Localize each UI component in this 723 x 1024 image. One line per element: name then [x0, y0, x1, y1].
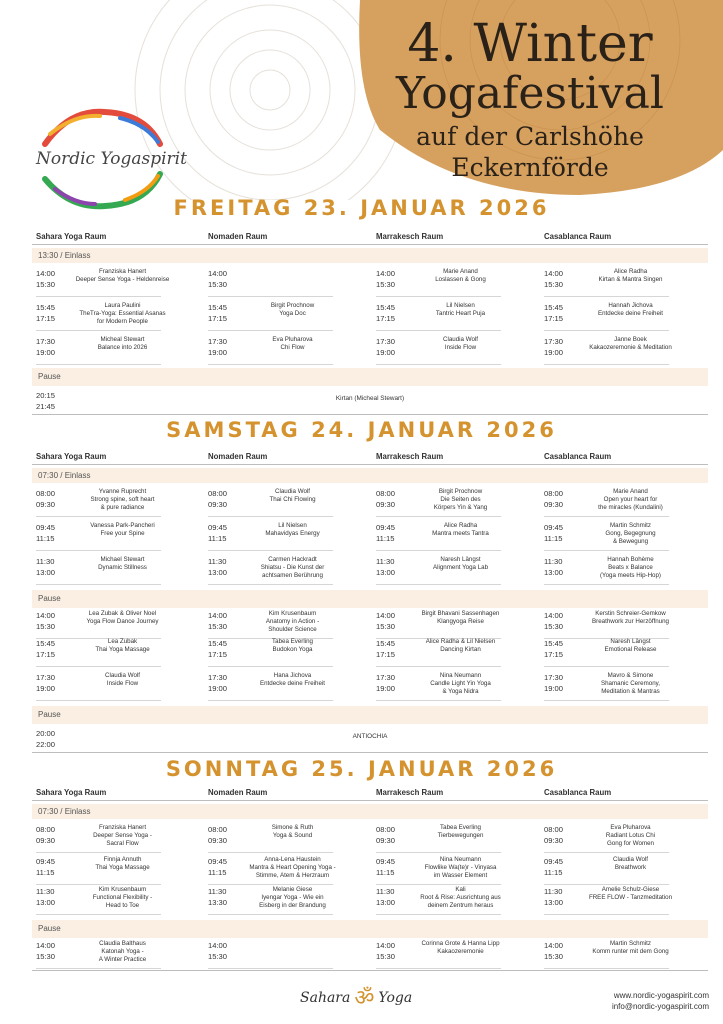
- end-time: 17:15: [208, 314, 228, 323]
- row-divider: [208, 550, 333, 551]
- row-divider: [36, 550, 161, 551]
- end-time: 15:30: [36, 952, 56, 961]
- title-line-3: auf der Carlshöhe: [416, 122, 644, 151]
- om-icon: ॐ: [354, 986, 375, 1011]
- start-time: 14:00: [544, 611, 564, 620]
- row-divider: [544, 330, 669, 331]
- intro-band: 07:30 / Einlass: [32, 804, 708, 819]
- end-time: 13:00: [36, 568, 56, 577]
- end-time: 19:00: [544, 684, 564, 693]
- end-time: 19:00: [36, 684, 56, 693]
- start-time: 17:30: [208, 337, 228, 346]
- start-time: 09:45: [208, 857, 228, 866]
- row-divider: [544, 968, 669, 969]
- title-line-1: 4. Winter: [407, 14, 653, 74]
- end-time: 15:30: [208, 280, 228, 289]
- session-description: Janne Boek Kakaozeremonie & Meditation: [589, 336, 672, 351]
- end-time: 15:30: [376, 280, 396, 289]
- session-description: Simone & Ruth Yoga & Sound: [271, 824, 314, 839]
- website-link[interactable]: www.nordic-yogaspirit.com: [613, 991, 709, 1000]
- start-time: 11:30: [208, 887, 227, 896]
- row-divider: [376, 330, 501, 331]
- session-description: Nina Neumann Candle Light Yin Yoga & Yoga Nidra: [430, 672, 491, 695]
- end-time: 17:15: [544, 650, 564, 659]
- pause-band: Pause: [32, 590, 708, 608]
- row-divider: [36, 666, 161, 667]
- start-time: 08:00: [36, 825, 56, 834]
- session-description: Eva Pluharova Radiant Lotus Chi Gong for Women: [605, 824, 656, 847]
- end-time: 09:30: [36, 500, 56, 509]
- end-time: 15:30: [544, 952, 564, 961]
- end-time: 19:00: [544, 348, 564, 357]
- session-description: Naresh Längst Emotional Release: [604, 638, 657, 653]
- end-time: 13:30: [208, 898, 228, 907]
- column-header: Marrakesch Raum: [376, 452, 444, 461]
- row-divider: [208, 968, 333, 969]
- column-header: Casablanca Raum: [544, 452, 612, 461]
- end-time: 11:15: [544, 534, 563, 543]
- start-time: 15:45: [544, 639, 564, 648]
- end-time: 09:30: [208, 500, 228, 509]
- session-description: Lil Nielsen Mahavidyas Energy: [265, 522, 320, 537]
- session-description: Martin Schmitz Gong, Begegnung & Bewegung: [605, 522, 656, 545]
- row-divider: [36, 364, 161, 365]
- footer-brand-right: Yoga: [378, 990, 413, 1006]
- end-time: 15:30: [544, 622, 564, 631]
- row-divider: [544, 700, 669, 701]
- end-time: 09:30: [208, 836, 228, 845]
- session-description: Marie Anand Loslassen & Gong: [435, 268, 486, 283]
- start-time: 15:45: [36, 303, 56, 312]
- session-description: Vanessa Park-Pancheri Free your Spine: [90, 522, 155, 537]
- end-time: 19:00: [208, 684, 228, 693]
- row-divider: [544, 884, 669, 885]
- pause-band: Pause: [32, 706, 708, 724]
- title-line-4: Eckernförde: [451, 153, 609, 182]
- end-time: 15:30: [36, 622, 56, 631]
- session-description: Claudia Balthaus Katonah Yoga - A Winter Practice: [98, 940, 147, 963]
- session-description: Tabea Everling Budokon Yoga: [272, 638, 313, 653]
- end-time: 17:15: [376, 314, 396, 323]
- end-time: 09:30: [544, 500, 564, 509]
- column-header: Marrakesch Raum: [376, 788, 444, 797]
- footer-brand-left: Sahara: [300, 990, 351, 1006]
- row-divider: [36, 968, 161, 969]
- session-description: Nina Neumann Flowlike Wa(te)r - Vinyasa im Wasser Element: [424, 856, 497, 879]
- end-time: 15:30: [544, 280, 564, 289]
- column-header: Nomaden Raum: [208, 452, 268, 461]
- start-time: 14:00: [208, 611, 228, 620]
- session-description: Yvanne Ruprecht Strong spine, soft heart & pure radiance: [90, 488, 155, 511]
- session-description: Alice Radha & Lil Nielsen Dancing Kirtan: [425, 638, 496, 653]
- start-time: 17:30: [544, 337, 564, 346]
- session-description: Claudia Wolf Breathwork: [613, 856, 648, 871]
- start-time: 08:00: [376, 489, 396, 498]
- time-range: [208, 268, 248, 290]
- title-line-2: Yogafestival: [396, 68, 664, 119]
- row-divider: [208, 666, 333, 667]
- day-title: FREITAG 23. JANUAR 2026: [173, 196, 550, 220]
- pause-band: Pause: [32, 920, 708, 938]
- start-time: 09:45: [376, 523, 396, 532]
- session-description: Kerstin Schreier-Gemkow Breathwork zur Herzöffnung: [592, 610, 669, 625]
- start-time: 11:30: [376, 887, 395, 896]
- session-description: Micheal Stewart Balance into 2026: [97, 336, 148, 351]
- contact-info: [612, 990, 709, 1012]
- session-description: Tabea Everling Tierbewegungen: [437, 824, 484, 839]
- session-description: Franziska Hanert Deeper Sense Yoga - Sacral Flow: [93, 824, 152, 847]
- session-description: Birgit Prochnow Die Seiten des Körpers Yin & Yang: [433, 488, 488, 511]
- start-time: 14:00: [376, 941, 396, 950]
- row-divider: [208, 364, 333, 365]
- session-description: Melanie Giese Iyengar Yoga - Wie ein Eisberg in der Brandung: [259, 886, 326, 909]
- evening-divider: [32, 414, 708, 415]
- footer-divider: [32, 970, 708, 971]
- session-description: Eva Pluharova Chi Flow: [272, 336, 313, 351]
- row-divider: [208, 852, 333, 853]
- row-divider: [208, 330, 333, 331]
- session-description: Lea Zubak & Oliver Noel Yoga Flow Dance Journey: [86, 610, 159, 625]
- end-time: 13:00: [544, 898, 564, 907]
- session-description: Hannah Bohème Beats x Balance (Yoga meets Hip-Hop): [600, 556, 661, 579]
- start-time: 11:30: [36, 887, 55, 896]
- session-description: Martin Schmitz Komm runter mit dem Gong: [592, 940, 669, 955]
- end-time: 17:15: [544, 314, 564, 323]
- row-divider: [544, 666, 669, 667]
- row-divider: [544, 550, 669, 551]
- row-divider: [36, 516, 161, 517]
- evening-description: ANTIOCHIA: [352, 733, 388, 740]
- row-divider: [36, 852, 161, 853]
- row-divider: [544, 584, 669, 585]
- row-divider: [36, 330, 161, 331]
- pause-band: Pause: [32, 368, 708, 386]
- start-time: 17:30: [36, 337, 56, 346]
- session-description: Lil Nielsen Tantric Heart Puja: [435, 302, 486, 317]
- row-divider: [544, 852, 669, 853]
- row-divider: [376, 914, 501, 915]
- end-time: 19:00: [376, 348, 396, 357]
- column-header: Sahara Yoga Raum: [36, 452, 107, 461]
- row-divider: [208, 296, 333, 297]
- start-time: 14:00: [36, 611, 56, 620]
- start-time: 15:45: [376, 639, 396, 648]
- session-description: Alice Radha Kirtan & Mantra Singen: [598, 268, 663, 283]
- end-time: 13:00: [208, 568, 228, 577]
- session-description: Franziska Hanert Deeper Sense Yoga - Heldenreise: [75, 268, 170, 283]
- end-time: 09:30: [376, 500, 396, 509]
- end-time: 17:15: [36, 650, 56, 659]
- row-divider: [208, 914, 333, 915]
- session-description: Amelie Schulz-Giese FREE FLOW - Tanzmeditation: [588, 886, 673, 901]
- session-description: Claudia Wolf Inside Flow: [105, 672, 140, 687]
- column-header: Nomaden Raum: [208, 232, 268, 241]
- logo-text: Nordic Yogaspirit: [36, 149, 187, 169]
- row-divider: [544, 364, 669, 365]
- row-divider: [208, 584, 333, 585]
- day-title: SAMSTAG 24. JANUAR 2026: [166, 418, 557, 442]
- session-description: Hana Jichova Entdecke deine Freiheit: [259, 672, 325, 687]
- session-description: Finnja Annuth Thai Yoga Massage: [95, 856, 150, 871]
- start-time: 17:30: [36, 673, 56, 682]
- end-time: 15:30: [208, 952, 228, 961]
- end-time: 11:15: [208, 868, 227, 877]
- session-description: Michael Stewart Dynamic Stillness: [98, 556, 147, 571]
- session-description: Hannah Jichova Entdecke deine Freiheit: [597, 302, 663, 317]
- evening-end: 21:45: [36, 402, 56, 411]
- session-description: Kim Krusenbaum Anatomy in Action - Shoulder Science: [265, 610, 320, 633]
- column-header: Marrakesch Raum: [376, 232, 444, 241]
- column-header: Nomaden Raum: [208, 788, 268, 797]
- end-time: 11:15: [36, 868, 55, 877]
- end-time: 11:15: [544, 868, 563, 877]
- row-divider: [208, 700, 333, 701]
- row-divider: [544, 296, 669, 297]
- row-divider: [376, 968, 501, 969]
- row-divider: [36, 884, 161, 885]
- footer-brand: [300, 982, 412, 1012]
- end-time: 15:30: [376, 952, 396, 961]
- start-time: 08:00: [544, 489, 564, 498]
- start-time: 14:00: [376, 269, 396, 278]
- start-time: 14:00: [544, 269, 564, 278]
- session-description: Marie Anand Open your heart for the miracles (Kundalini): [598, 488, 663, 511]
- evening-divider: [32, 752, 708, 753]
- intro-band: 07:30 / Einlass: [32, 468, 708, 483]
- start-time: 15:45: [208, 303, 228, 312]
- end-time: 13:00: [36, 898, 56, 907]
- start-time: 08:00: [376, 825, 396, 834]
- email-link[interactable]: info@nordic-yogaspirit.com: [611, 1002, 709, 1011]
- start-time: 08:00: [544, 825, 564, 834]
- end-time: 15:30: [208, 622, 228, 631]
- header-divider: [32, 464, 708, 465]
- end-time: 11:15: [36, 534, 55, 543]
- end-time: 09:30: [36, 836, 56, 845]
- evening-start: 20:00: [36, 729, 56, 738]
- row-divider: [36, 296, 161, 297]
- row-divider: [36, 914, 161, 915]
- row-divider: [376, 584, 501, 585]
- session-description: Birgit Bhavani Sassenhagen Klangyoga Reise: [421, 610, 500, 625]
- session-description: Mavro & Simone Shamanic Ceremony, Meditation & Mantras: [600, 672, 661, 695]
- end-time: 19:00: [36, 348, 56, 357]
- start-time: 14:00: [208, 269, 228, 278]
- evening-description: Kirtan (Micheal Stewart): [335, 395, 405, 402]
- end-time: 11:15: [376, 534, 395, 543]
- session-description: Birgit Prochnow Yoga Doc: [270, 302, 315, 317]
- start-time: 08:00: [208, 825, 228, 834]
- start-time: 09:45: [544, 523, 564, 532]
- start-time: 09:45: [36, 857, 56, 866]
- end-time: 11:15: [208, 534, 227, 543]
- column-header: Casablanca Raum: [544, 232, 612, 241]
- start-time: 08:00: [208, 489, 228, 498]
- session-description: Carmen Hackradt Shiatsu - Die Kunst der achtsamen Berührung: [260, 556, 325, 579]
- start-time: 09:45: [36, 523, 56, 532]
- session-description: Kim Krusenbaum Functional Flexibility - Head to Toe: [92, 886, 153, 909]
- evening-start: 20:15: [36, 391, 56, 400]
- end-time: 09:30: [544, 836, 564, 845]
- end-time: 19:00: [208, 348, 228, 357]
- end-time: 09:30: [376, 836, 396, 845]
- end-time: 13:00: [376, 568, 396, 577]
- start-time: 15:45: [36, 639, 56, 648]
- session-description: Alice Radha Mantra meets Tantra: [432, 522, 489, 537]
- end-time: 17:15: [376, 650, 396, 659]
- header-divider: [32, 244, 708, 245]
- session-description: Anna-Lena Haustein Mantra & Heart Opening Yoga - Stimme, Atem & Herzraum: [249, 856, 336, 879]
- end-time: 19:00: [376, 684, 396, 693]
- festival-title: [340, 14, 720, 182]
- session-description: Laura Paulini TheTra-Yoga: Essential Asanas for Modern People: [79, 302, 166, 325]
- end-time: 15:30: [376, 622, 396, 631]
- row-divider: [208, 884, 333, 885]
- start-time: 11:30: [376, 557, 395, 566]
- session-description: Corinna Grote & Hanna Lipp Kakaozeremonie: [421, 940, 500, 955]
- intro-band: 13:30 / Einlass: [32, 248, 708, 263]
- end-time: 15:30: [36, 280, 56, 289]
- row-divider: [376, 884, 501, 885]
- start-time: 17:30: [208, 673, 228, 682]
- start-time: 09:45: [544, 857, 564, 866]
- row-divider: [376, 700, 501, 701]
- row-divider: [376, 550, 501, 551]
- end-time: 17:15: [208, 650, 228, 659]
- start-time: 17:30: [376, 673, 396, 682]
- end-time: 13:00: [376, 898, 396, 907]
- start-time: 14:00: [36, 941, 56, 950]
- row-divider: [376, 296, 501, 297]
- start-time: 08:00: [36, 489, 56, 498]
- start-time: 14:00: [36, 269, 56, 278]
- session-description: Naresh Längst Alignment Yoga Lab: [432, 556, 489, 571]
- start-time: 17:30: [376, 337, 396, 346]
- row-divider: [36, 584, 161, 585]
- row-divider: [208, 516, 333, 517]
- start-time: 09:45: [208, 523, 228, 532]
- end-time: 17:15: [36, 314, 56, 323]
- end-time: 11:15: [376, 868, 395, 877]
- row-divider: [36, 700, 161, 701]
- session-description: Claudia Wolf Inside Flow: [443, 336, 478, 351]
- evening-end: 22:00: [36, 740, 56, 749]
- row-divider: [376, 516, 501, 517]
- start-time: 09:45: [376, 857, 396, 866]
- day-title: SONNTAG 25. JANUAR 2026: [165, 757, 558, 781]
- column-header: Sahara Yoga Raum: [36, 788, 107, 797]
- session-description: Claudia Wolf Thai Chi Flowing: [269, 488, 316, 503]
- end-time: 13:00: [544, 568, 564, 577]
- start-time: 11:30: [208, 557, 227, 566]
- start-time: 14:00: [544, 941, 564, 950]
- start-time: 15:45: [544, 303, 564, 312]
- row-divider: [376, 364, 501, 365]
- start-time: 11:30: [36, 557, 55, 566]
- start-time: 14:00: [208, 941, 228, 950]
- row-divider: [544, 516, 669, 517]
- row-divider: [376, 852, 501, 853]
- start-time: 17:30: [544, 673, 564, 682]
- session-description: Lea Zubak Thai Yoga Massage: [95, 638, 150, 653]
- time-range: [208, 940, 248, 962]
- start-time: 15:45: [376, 303, 396, 312]
- start-time: 11:30: [544, 557, 563, 566]
- session-description: Kali Root & Rise: Ausrichtung aus deinem Zentrum heraus: [420, 886, 501, 909]
- start-time: 14:00: [376, 611, 396, 620]
- header-divider: [32, 800, 708, 801]
- row-divider: [376, 666, 501, 667]
- start-time: 15:45: [208, 639, 228, 648]
- start-time: 11:30: [544, 887, 563, 896]
- column-header: Sahara Yoga Raum: [36, 232, 107, 241]
- row-divider: [544, 914, 669, 915]
- column-header: Casablanca Raum: [544, 788, 612, 797]
